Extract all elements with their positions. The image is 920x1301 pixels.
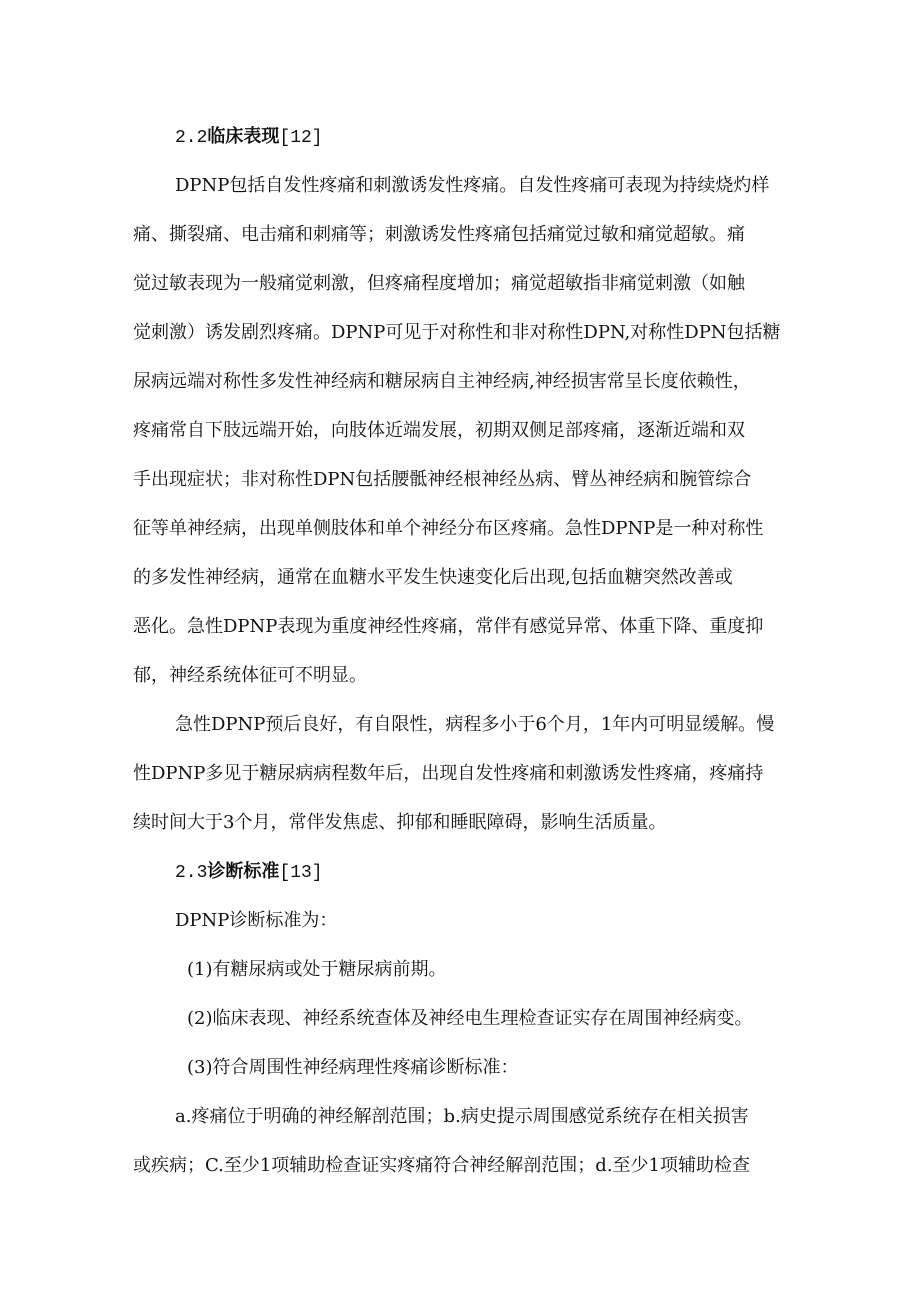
citation-ref: [12] (279, 128, 323, 148)
criteria-sub-line: a.疼痛位于明确的神经解剖范围；b.病史提示周围感觉系统存在相关损害 (175, 1106, 749, 1127)
criteria-item-3: (3)符合周围性神经病理性疼痛诊断标准： (187, 1057, 519, 1078)
section-title: 临床表现 (207, 126, 280, 147)
section-title: 诊断标准 (207, 861, 280, 882)
paragraph-line: 手出现症状；非对称性DPN包括腰骶神经根神经丛病、臂丛神经病和腕管综合 (133, 469, 752, 490)
paragraph-line: 续时间大于3个月，常伴发焦虑、抑郁和睡眠障碍，影响生活质量。 (133, 812, 667, 833)
paragraph-line: 觉过敏表现为一般痛觉刺激，但疼痛程度增加；痛觉超敏指非痛觉刺激（如触 (133, 273, 745, 294)
criteria-item-2: (2)临床表现、神经系统查体及神经电生理检查证实存在周围神经病变。 (187, 1008, 753, 1029)
paragraph-line: 征等单神经病，出现单侧肢体和单个神经分布区疼痛。急性DPNP是一种对称性 (133, 518, 764, 539)
section-heading-2-2 (175, 125, 323, 149)
section-number: 2.3 (175, 863, 208, 883)
citation-ref: [13] (279, 863, 323, 883)
criteria-intro: DPNP诊断标准为： (175, 910, 338, 931)
criteria-sub-line: 或疾病；C.至少1项辅助检查证实疼痛符合神经解剖范围；d.至少1项辅助检查 (133, 1155, 750, 1176)
paragraph-line: 痛、撕裂痛、电击痛和刺痛等；刺激诱发性疼痛包括痛觉过敏和痛觉超敏。痛 (133, 224, 745, 245)
paragraph-line: 尿病远端对称性多发性神经病和糖尿病自主神经病,神经损害常呈长度依赖性， (133, 371, 751, 392)
paragraph-line: 疼痛常自下肢远端开始，向肢体近端发展，初期双侧足部疼痛，逐渐近端和双 (133, 420, 745, 441)
paragraph-line: 急性DPNP预后良好，有自限性，病程多小于6个月，1年内可明显缓解。慢 (175, 714, 775, 735)
paragraph-line: 的多发性神经病，通常在血糖水平发生快速变化后出现,包括血糖突然改善或 (133, 567, 733, 588)
paragraph-line: 郁，神经系统体征可不明显。 (133, 665, 367, 686)
paragraph-line: 觉刺激）诱发剧烈疼痛。DPNP可见于对称性和非对称性DPN,对称性DPN包括糖 (133, 322, 781, 343)
criteria-item-1: (1)有糖尿病或处于糖尿病前期。 (187, 959, 447, 980)
paragraph-line: DPNP包括自发性疼痛和刺激诱发性疼痛。自发性疼痛可表现为持续烧灼样 (175, 175, 770, 196)
section-heading-2-3 (175, 860, 323, 884)
paragraph-line: 恶化。急性DPNP表现为重度神经性疼痛，常伴有感觉异常、体重下降、重度抑 (133, 616, 764, 637)
paragraph-line: 性DPNP多见于糖尿病病程数年后，出现自发性疼痛和刺激诱发性疼痛，疼痛持 (133, 763, 764, 784)
section-number: 2.2 (175, 128, 208, 148)
